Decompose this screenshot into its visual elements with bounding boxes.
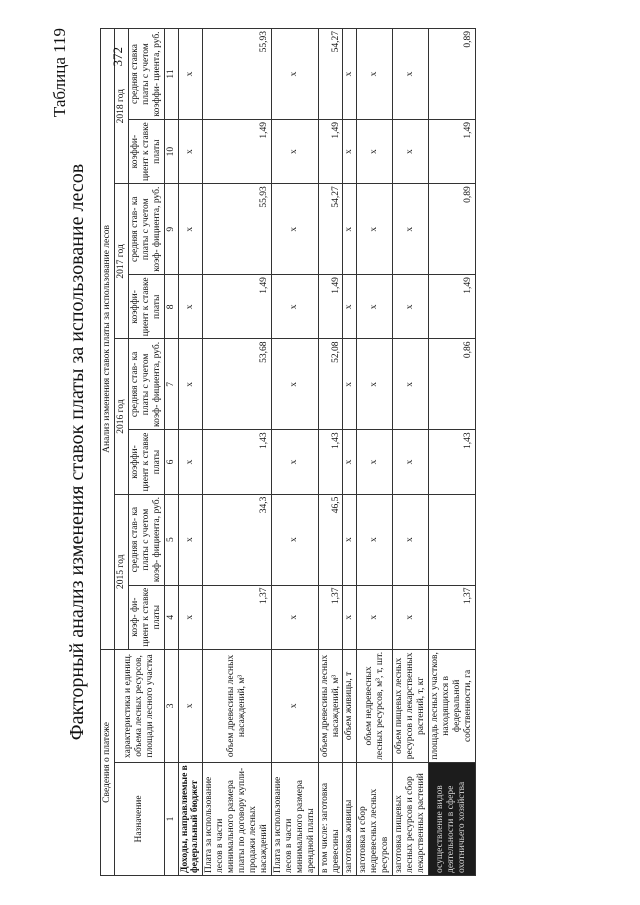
row-value: x [343,184,357,275]
row-value: x [343,585,357,649]
row-value: 1,49 [318,275,343,339]
table-row [271,29,318,876]
row-value: x [393,585,429,649]
row-value: 1,37 [428,585,475,649]
table-row [357,29,393,876]
row-value: x [357,585,393,649]
row-characteristic: x [271,649,318,762]
row-value: 0,89 [428,29,475,120]
header-avg: средняя ставка платы с учетом коэффи- циента, руб. [128,29,164,120]
row-value: x [357,275,393,339]
column-number: 8 [164,275,178,339]
row-value: x [343,29,357,120]
row-value: 1,37 [318,585,343,649]
header-coef: коэффи- циент к ставке платы [128,430,164,494]
rotated-page [50,22,590,882]
row-value: 53,68 [203,339,272,430]
row-value: x [178,339,203,430]
row-value: 1,43 [428,430,475,494]
table-row [393,29,429,876]
row-characteristic: объем пищевых лесных ресурсов и лекарственных растений, т, кг [393,649,429,762]
row-value: x [343,430,357,494]
row-value: 52,08 [318,339,343,430]
row-value: 46,5 [318,494,343,585]
row-value: 34,3 [203,494,272,585]
row-characteristic: площадь лесных участков, находящихся в федеральной собственности, га [428,649,475,762]
row-value: x [271,29,318,120]
row-value: x [357,184,393,275]
row-value: x [178,494,203,585]
row-value: x [343,339,357,430]
row-value [428,494,475,585]
row-value: 1,43 [318,430,343,494]
row-characteristic: объем живицы, т [343,649,357,762]
row-characteristic: объем недревесных лесных ресурсов, м³, т, шт. [357,649,393,762]
row-characteristic: объем древесины лесных насаждений, м³ [318,649,343,762]
row-value: x [393,184,429,275]
row-value: x [357,430,393,494]
row-value: x [271,184,318,275]
row-value: x [393,430,429,494]
row-value: 1,43 [203,430,272,494]
row-value: x [357,119,393,183]
row-value: x [178,184,203,275]
row-name: заготовка пищевых лесных ресурсов и сбор лекарственных растений [393,762,429,875]
row-value: x [393,275,429,339]
row-value: x [178,585,203,649]
row-value: x [357,339,393,430]
header-year: 2016 год [114,339,128,494]
row-value: x [393,339,429,430]
row-name: осуществление видов деятельности в сфере охотничьего хозяйства [428,762,475,875]
column-number: 9 [164,184,178,275]
header-year: 2015 год [114,494,128,649]
table-row [428,29,475,876]
row-value: x [271,430,318,494]
header-info: Сведения о платеже [101,649,115,875]
row-value: x [271,275,318,339]
column-number: 3 [164,649,178,762]
column-number: 11 [164,29,178,120]
row-value: x [178,29,203,120]
table-row [203,29,272,876]
row-value: x [271,494,318,585]
column-number: 10 [164,119,178,183]
row-value: x [178,119,203,183]
row-value: 1,49 [203,119,272,183]
row-value: x [271,119,318,183]
row-value: 54,27 [318,29,343,120]
row-value: x [357,494,393,585]
header-avg: средняя став- ка платы с учетом коэф- фициента, руб. [128,339,164,430]
column-numbers-row [164,29,178,876]
row-name: заготовка живицы [343,762,357,875]
table-number: Таблица 119 [50,28,69,118]
row-value: x [343,494,357,585]
row-value: x [393,119,429,183]
row-value: x [178,275,203,339]
row-value: 1,49 [318,119,343,183]
header-characteristic: характеристика и единиц. объема лесных ресурсов, площади лесного участка [114,649,164,762]
row-value: 0,89 [428,184,475,275]
column-number: 1 [164,762,178,875]
header-coef: коэффи- циент к ставке платы [128,275,164,339]
column-number: 5 [164,494,178,585]
row-name: Доходы, направляемые в федеральный бюджет [178,762,203,875]
table-body [178,29,475,876]
row-value: 55,93 [203,184,272,275]
row-value: 1,37 [203,585,272,649]
row-value: x [343,119,357,183]
row-name: в том числе: заготовка древесины [318,762,343,875]
row-value: x [343,275,357,339]
row-value: x [271,585,318,649]
row-name: заготовка и сбор недревесных лесных ресурсов [357,762,393,875]
row-value: 1,49 [428,119,475,183]
row-value: 1,49 [428,275,475,339]
row-name: Плата за использование лесов в части минимального размера платы по договору купли-продажи лесных насаждений [203,762,272,875]
header-year: 2017 год [114,184,128,339]
page-number: 372 [110,47,125,67]
header-avg: средняя став- ка платы с учетом коэф- фициента, руб. [128,184,164,275]
header-analysis: Анализ изменения ставок платы за использование лесов [101,29,115,650]
column-number: 4 [164,585,178,649]
header-coef: коэф- фи- циент к ставке платы [128,585,164,649]
header-year: 2018 год [114,29,128,184]
row-value: x [357,29,393,120]
row-value: x [271,339,318,430]
header-coef: коэффи- циент к ставке платы [128,119,164,183]
row-value: x [393,494,429,585]
table-row [318,29,343,876]
row-value: x [178,430,203,494]
header-purpose: Назначение [114,762,164,875]
table-row [178,29,203,876]
column-number: 7 [164,339,178,430]
row-value: x [393,29,429,120]
header-avg: средняя став- ка платы с учетом коэф- фициента, руб. [128,494,164,585]
row-value: 54,27 [318,184,343,275]
rates-table [100,28,476,876]
column-number: 6 [164,430,178,494]
row-value: 1,49 [203,275,272,339]
row-value: 0,86 [428,339,475,430]
row-characteristic: x [178,649,203,762]
page-title: Факторный анализ изменения ставок платы за использование лесов [66,163,88,741]
table-row [343,29,357,876]
row-name: Плата за использование лесов в части минимального размера арендной платы [271,762,318,875]
table-header [101,29,179,876]
row-characteristic: объем древесины лесных насаждений, м³ [203,649,272,762]
row-value: 55,93 [203,29,272,120]
